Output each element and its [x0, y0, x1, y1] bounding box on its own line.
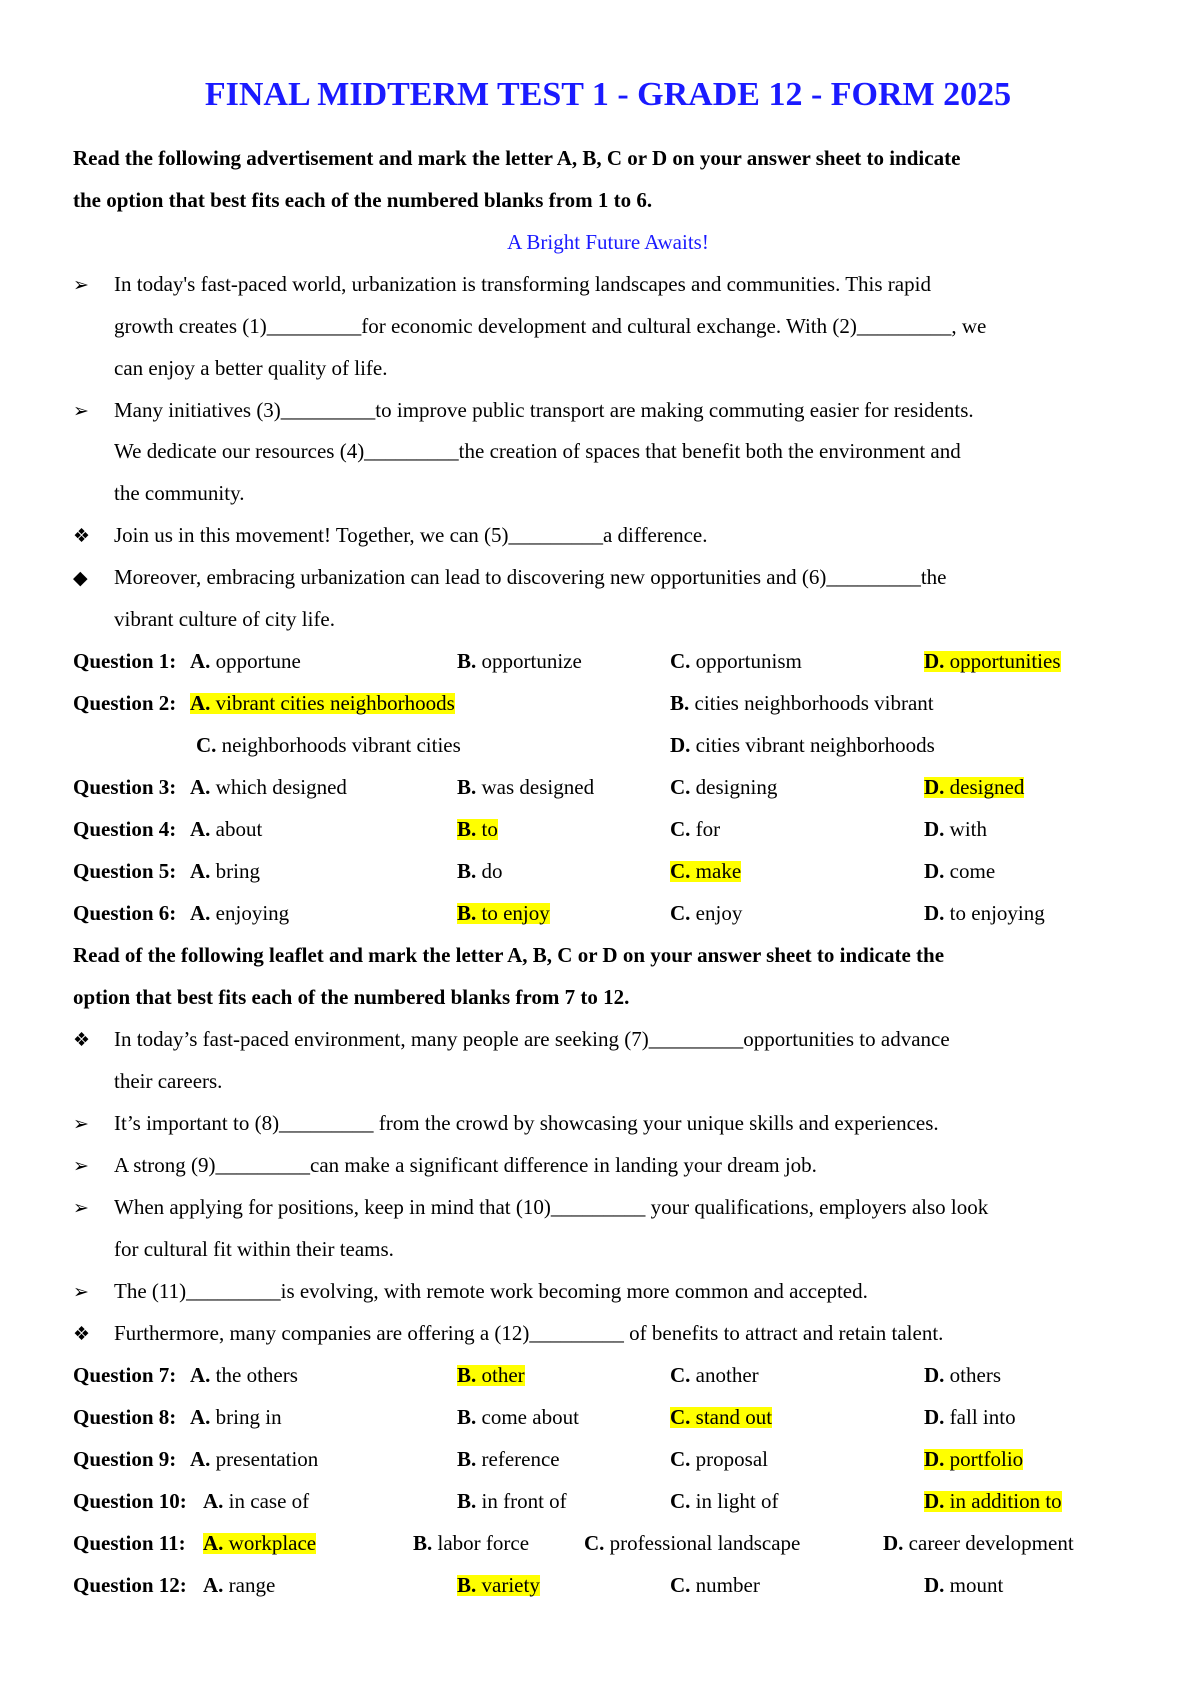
option-d[interactable]: D. come	[924, 859, 996, 883]
option-c[interactable]: C. designing	[670, 775, 778, 799]
question-row	[73, 861, 1143, 889]
paragraph-line: In today's fast-paced world, urbanization is transforming landscapes and communities. This rapid	[114, 272, 931, 296]
question-label: Question 3:	[73, 775, 177, 799]
arrow-bullet-icon: ➢	[73, 1198, 89, 1219]
question-row-continued	[73, 735, 1143, 763]
section1-heading: A Bright Future Awaits!	[507, 230, 709, 254]
option-b-correct[interactable]: B. to	[457, 817, 498, 841]
option-b[interactable]: B. in front of	[457, 1489, 567, 1513]
option-b[interactable]: B. reference	[457, 1447, 560, 1471]
paragraph-line: Join us in this movement! Together, we can (5)_________a difference.	[114, 523, 708, 547]
question-row	[73, 651, 1143, 679]
option-b-correct[interactable]: B. to enjoy	[457, 901, 550, 925]
option-d-correct[interactable]: D. designed	[924, 775, 1025, 799]
paragraph-line: We dedicate our resources (4)_________the creation of spaces that benefit both the environment and	[114, 439, 961, 463]
question-label: Question 5:	[73, 859, 177, 883]
question-label: Question 6:	[73, 901, 177, 925]
paragraph-line: When applying for positions, keep in mind that (10)_________ your qualifications, employers also look	[114, 1195, 989, 1219]
arrow-bullet-icon: ➢	[73, 1114, 89, 1135]
option-b-correct[interactable]: B. variety	[457, 1573, 540, 1597]
paragraph-line: for cultural fit within their teams.	[114, 1237, 394, 1261]
paragraph-line: Furthermore, many companies are offering a (12)_________ of benefits to attract and retain talent.	[114, 1321, 944, 1345]
option-b[interactable]: B. was designed	[457, 775, 595, 799]
question-label: Question 10:	[73, 1489, 187, 1513]
option-b[interactable]: B. opportunize	[457, 649, 582, 673]
question-label: Question 7:	[73, 1363, 177, 1387]
question-row	[73, 1533, 1143, 1561]
option-c[interactable]: C. proposal	[670, 1447, 768, 1471]
option-a[interactable]: A. the others	[190, 1363, 298, 1387]
question-row	[73, 903, 1143, 931]
option-c-correct[interactable]: C. stand out	[670, 1405, 773, 1429]
option-d[interactable]: D. career development	[883, 1531, 1074, 1555]
option-d-correct[interactable]: D. opportunities	[924, 649, 1061, 673]
question-row	[73, 777, 1143, 805]
question-row	[73, 1491, 1143, 1519]
option-a[interactable]: A. in case of	[203, 1489, 310, 1513]
option-a-correct[interactable]: A. vibrant cities neighborhoods	[190, 691, 455, 715]
question-label: Question 11:	[73, 1531, 186, 1555]
option-c[interactable]: C. opportunism	[670, 649, 802, 673]
option-a[interactable]: A. bring	[190, 859, 260, 883]
question-label: Question 12:	[73, 1573, 187, 1597]
option-a[interactable]: A. about	[190, 817, 263, 841]
option-c[interactable]: C. another	[670, 1363, 759, 1387]
option-d[interactable]: D. others	[924, 1363, 1001, 1387]
option-d-correct[interactable]: D. in addition to	[924, 1489, 1062, 1513]
option-d[interactable]: D. with	[924, 817, 988, 841]
option-d[interactable]: D. cities vibrant neighborhoods	[670, 733, 935, 757]
option-c[interactable]: C. professional landscape	[584, 1531, 801, 1555]
arrow-bullet-icon: ➢	[73, 1282, 89, 1303]
question-label: Question 1:	[73, 649, 177, 673]
question-row	[73, 1449, 1143, 1477]
option-a[interactable]: A. which designed	[190, 775, 347, 799]
question-label: Question 9:	[73, 1447, 177, 1471]
question-label: Question 4:	[73, 817, 177, 841]
diamond-star-bullet-icon: ❖	[73, 1030, 91, 1051]
option-c[interactable]: C. number	[670, 1573, 760, 1597]
question-row	[73, 1365, 1143, 1393]
option-d-correct[interactable]: D. portfolio	[924, 1447, 1024, 1471]
arrow-bullet-icon: ➢	[73, 401, 89, 422]
option-c[interactable]: C. for	[670, 817, 721, 841]
paragraph-line: the community.	[114, 481, 245, 505]
option-a[interactable]: A. range	[203, 1573, 276, 1597]
page-title: FINAL MIDTERM TEST 1 - GRADE 12 - FORM 2025	[204, 76, 1012, 113]
option-d[interactable]: D. fall into	[924, 1405, 1016, 1429]
option-a-correct[interactable]: A. workplace	[203, 1531, 317, 1555]
option-a[interactable]: A. opportune	[190, 649, 301, 673]
option-d[interactable]: D. mount	[924, 1573, 1004, 1597]
option-b[interactable]: B. cities neighborhoods vibrant	[670, 691, 934, 715]
paragraph-line: The (11)_________is evolving, with remote work becoming more common and accepted.	[114, 1279, 868, 1303]
section2-instruction-line1: Read of the following leaflet and mark the letter A, B, C or D on your answer sheet to indicate the	[73, 943, 945, 967]
arrow-bullet-icon: ➢	[73, 1156, 89, 1177]
option-b[interactable]: B. labor force	[413, 1531, 530, 1555]
diamond-star-bullet-icon: ❖	[73, 526, 91, 547]
section2-instruction-line2: option that best fits each of the numbered blanks from 7 to 12.	[73, 985, 630, 1009]
option-d[interactable]: D. to enjoying	[924, 901, 1045, 925]
option-b-correct[interactable]: B. other	[457, 1363, 525, 1387]
paragraph-line: can enjoy a better quality of life.	[114, 356, 388, 380]
question-label: Question 2:	[73, 691, 177, 715]
paragraph-line: Many initiatives (3)_________to improve public transport are making commuting easier for residents.	[114, 398, 974, 422]
option-c[interactable]: C. in light of	[670, 1489, 779, 1513]
option-a[interactable]: A. enjoying	[190, 901, 290, 925]
paragraph-line: A strong (9)_________can make a significant difference in landing your dream job.	[114, 1153, 817, 1177]
question-label: Question 8:	[73, 1405, 177, 1429]
option-b[interactable]: B. do	[457, 859, 503, 883]
paragraph-line: their careers.	[114, 1069, 223, 1093]
diamond-bullet-icon: ◆	[73, 568, 88, 589]
question-row	[73, 693, 1143, 721]
section1-instruction-line2: the option that best fits each of the numbered blanks from 1 to 6.	[73, 188, 653, 212]
paragraph-line: It’s important to (8)_________ from the crowd by showcasing your unique skills and experiences.	[114, 1111, 939, 1135]
option-b[interactable]: B. come about	[457, 1405, 579, 1429]
option-c-correct[interactable]: C. make	[670, 859, 742, 883]
paragraph-line: In today’s fast-paced environment, many people are seeking (7)_________opportunities to advance	[114, 1027, 950, 1051]
paragraph-line: growth creates (1)_________for economic development and cultural exchange. With (2)_________, we	[114, 314, 987, 338]
option-a[interactable]: A. bring in	[190, 1405, 282, 1429]
section1-instruction-line1: Read the following advertisement and mark the letter A, B, C or D on your answer sheet to indicate	[73, 146, 961, 170]
question-row	[73, 819, 1143, 847]
question-row	[73, 1407, 1143, 1435]
paragraph-line: Moreover, embracing urbanization can lead to discovering new opportunities and (6)_________the	[114, 565, 947, 589]
option-c[interactable]: C. enjoy	[670, 901, 743, 925]
paragraph-line: vibrant culture of city life.	[114, 607, 336, 631]
diamond-star-bullet-icon: ❖	[73, 1324, 91, 1345]
option-c[interactable]: C. neighborhoods vibrant cities	[196, 733, 461, 757]
question-row	[73, 1575, 1143, 1603]
option-a[interactable]: A. presentation	[190, 1447, 319, 1471]
arrow-bullet-icon: ➢	[73, 275, 89, 296]
